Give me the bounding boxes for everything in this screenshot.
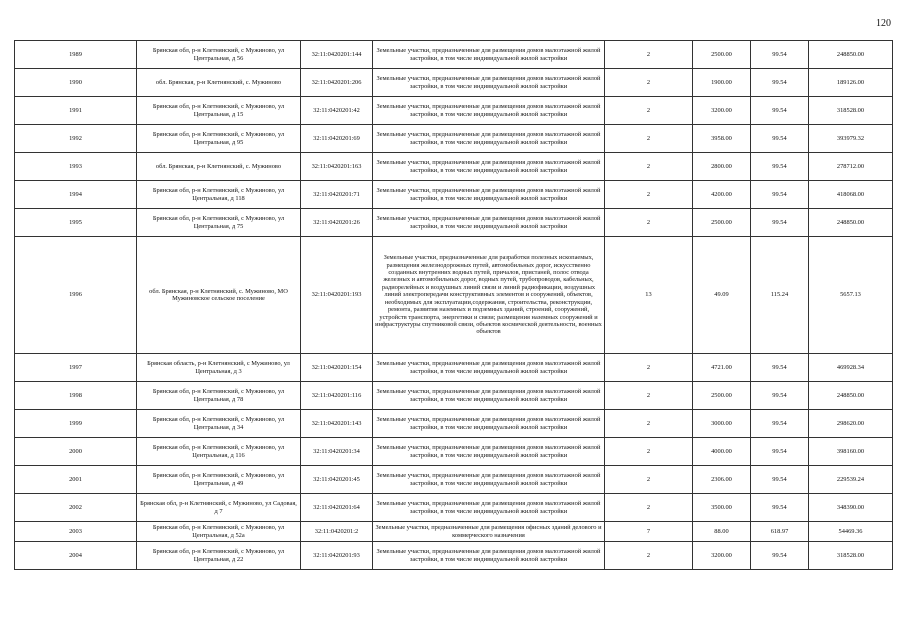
cadastral-value-cell: 318528.00 [809, 542, 893, 570]
table-row [15, 97, 893, 125]
cadastral-value-cell: 248850.00 [809, 209, 893, 237]
specific-value-cell: 99.54 [751, 410, 809, 438]
row-number: 2000 [15, 438, 137, 466]
group-cell: 2 [605, 125, 693, 153]
specific-value-cell: 99.54 [751, 181, 809, 209]
cadastral-number-cell: 32:11:0420201:163 [301, 153, 373, 181]
table-row [15, 209, 893, 237]
land-use-cell: Земельные участки, предназначенные для размещения домов малоэтажной жилой застройки, в том числе индивидуальной жилой застройки [373, 209, 605, 237]
group-cell: 2 [605, 69, 693, 97]
cadastral-value-cell: 418068.00 [809, 181, 893, 209]
cadastral-number-cell: 32:11:0420201:144 [301, 41, 373, 69]
table-row [15, 237, 893, 354]
land-use-cell: Земельные участки, предназначенные для размещения домов малоэтажной жилой застройки, в том числе индивидуальной жилой застройки [373, 438, 605, 466]
specific-value-cell: 99.54 [751, 153, 809, 181]
cadastral-number-cell: 32:11:0420201:2 [301, 522, 373, 542]
cadastral-number-cell: 32:11:0420201:45 [301, 466, 373, 494]
table-row [15, 542, 893, 570]
specific-value-cell: 99.54 [751, 494, 809, 522]
row-number: 2004 [15, 542, 137, 570]
area-cell: 4721.00 [693, 354, 751, 382]
table-row [15, 494, 893, 522]
group-cell: 13 [605, 237, 693, 354]
page-number: 120 [876, 18, 891, 29]
area-cell: 88.00 [693, 522, 751, 542]
cadastral-value-cell: 398160.00 [809, 438, 893, 466]
cadastral-value-cell: 54469.36 [809, 522, 893, 542]
table-row [15, 466, 893, 494]
land-use-cell: Земельные участки, предназначенные для размещения домов малоэтажной жилой застройки, в том числе индивидуальной жилой застройки [373, 542, 605, 570]
cadastral-number-cell: 32:11:0420201:193 [301, 237, 373, 354]
table-row [15, 410, 893, 438]
cadastral-value-cell: 189126.00 [809, 69, 893, 97]
cadastral-number-cell: 32:11:0420201:206 [301, 69, 373, 97]
land-use-cell: Земельные участки, предназначенные для размещения офисных зданий делового и коммерческого назначения [373, 522, 605, 542]
table-row [15, 522, 893, 542]
row-number: 1996 [15, 237, 137, 354]
land-use-cell: Земельные участки, предназначенные для размещения домов малоэтажной жилой застройки, в том числе индивидуальной жилой застройки [373, 69, 605, 97]
specific-value-cell: 99.54 [751, 466, 809, 494]
cadastral-value-cell: 469928.34 [809, 354, 893, 382]
address-cell: Брянская обл, р-н Клетнянский, с Мужиново, ул Центральная, д 95 [137, 125, 301, 153]
specific-value-cell: 99.54 [751, 69, 809, 97]
cadastral-value-cell: 5657.13 [809, 237, 893, 354]
group-cell: 2 [605, 354, 693, 382]
group-cell: 2 [605, 41, 693, 69]
cadastral-number-cell: 32:11:0420201:154 [301, 354, 373, 382]
cadastral-value-cell: 393979.32 [809, 125, 893, 153]
land-use-cell: Земельные участки, предназначенные для размещения домов малоэтажной жилой застройки, в том числе индивидуальной жилой застройки [373, 410, 605, 438]
row-number: 1999 [15, 410, 137, 438]
group-cell: 2 [605, 494, 693, 522]
group-cell: 2 [605, 97, 693, 125]
area-cell: 2800.00 [693, 153, 751, 181]
address-cell: Брянская обл, р-н Клетнянский, с Мужиново, ул Центральная, д 49 [137, 466, 301, 494]
cadastral-value-cell: 278712.00 [809, 153, 893, 181]
specific-value-cell: 99.54 [751, 542, 809, 570]
area-cell: 3200.00 [693, 542, 751, 570]
row-number: 2002 [15, 494, 137, 522]
address-cell: Брянская обл, р-н Клетнянский, с Мужиново, ул Центральная, д 78 [137, 382, 301, 410]
group-cell: 2 [605, 153, 693, 181]
land-use-cell: Земельные участки, предназначенные для размещения домов малоэтажной жилой застройки, в том числе индивидуальной жилой застройки [373, 181, 605, 209]
address-cell: Брянская обл, р-н Клетнянский, с Мужиново, ул Центральная, д 118 [137, 181, 301, 209]
address-cell: обл. Брянская, р-н Клетнянский, с. Мужиново, МО Мужиновское сельское поселение [137, 237, 301, 354]
cadastral-value-cell: 229539.24 [809, 466, 893, 494]
area-cell: 49.09 [693, 237, 751, 354]
specific-value-cell: 99.54 [751, 438, 809, 466]
cadastral-number-cell: 32:11:0420201:42 [301, 97, 373, 125]
address-cell: Брянская обл, р-н Клетнянский, с Мужиново, ул Центральная, д 52а [137, 522, 301, 542]
cadastral-number-cell: 32:11:0420201:34 [301, 438, 373, 466]
land-use-cell: Земельные участки, предназначенные для размещения домов малоэтажной жилой застройки, в том числе индивидуальной жилой застройки [373, 125, 605, 153]
address-cell: Брянская обл, р-н Клетнянский, с Мужиново, ул Центральная, д 116 [137, 438, 301, 466]
table-row [15, 125, 893, 153]
row-number: 1990 [15, 69, 137, 97]
row-number: 1994 [15, 181, 137, 209]
cadastral-value-cell: 248850.00 [809, 41, 893, 69]
table-row [15, 41, 893, 69]
cadastral-number-cell: 32:11:0420201:143 [301, 410, 373, 438]
specific-value-cell: 99.54 [751, 382, 809, 410]
area-cell: 2306.00 [693, 466, 751, 494]
cadastral-value-cell: 348390.00 [809, 494, 893, 522]
specific-value-cell: 99.54 [751, 209, 809, 237]
table-row [15, 438, 893, 466]
specific-value-cell: 99.54 [751, 354, 809, 382]
cadastral-number-cell: 32:11:0420201:26 [301, 209, 373, 237]
cadastral-number-cell: 32:11:0420201:69 [301, 125, 373, 153]
address-cell: Брянская область, р-н Клетнянский, с Мужиново, ул Центральная, д 3 [137, 354, 301, 382]
group-cell: 2 [605, 181, 693, 209]
area-cell: 3500.00 [693, 494, 751, 522]
table-row [15, 153, 893, 181]
address-cell: Брянская обл, р-н Клетнянский, с Мужиново, ул Центральная, д 22 [137, 542, 301, 570]
specific-value-cell: 618.97 [751, 522, 809, 542]
cadastral-value-table [14, 40, 893, 570]
area-cell: 1900.00 [693, 69, 751, 97]
area-cell: 4200.00 [693, 181, 751, 209]
area-cell: 4000.00 [693, 438, 751, 466]
area-cell: 2500.00 [693, 41, 751, 69]
area-cell: 3958.00 [693, 125, 751, 153]
land-use-cell: Земельные участки, предназначенные для размещения домов малоэтажной жилой застройки, в том числе индивидуальной жилой застройки [373, 354, 605, 382]
specific-value-cell: 115.24 [751, 237, 809, 354]
address-cell: Брянская обл, р-н Клетнянский, с Мужиново, ул Центральная, д 15 [137, 97, 301, 125]
table-row [15, 181, 893, 209]
row-number: 1993 [15, 153, 137, 181]
specific-value-cell: 99.54 [751, 41, 809, 69]
area-cell: 3200.00 [693, 97, 751, 125]
cadastral-number-cell: 32:11:0420201:71 [301, 181, 373, 209]
cadastral-number-cell: 32:11:0420201:116 [301, 382, 373, 410]
group-cell: 2 [605, 466, 693, 494]
group-cell: 7 [605, 522, 693, 542]
cadastral-number-cell: 32:11:0420201:64 [301, 494, 373, 522]
table-row [15, 69, 893, 97]
cadastral-value-cell: 318528.00 [809, 97, 893, 125]
address-cell: Брянская обл, р-н Клетнянский, с Мужиново, ул Центральная, д 75 [137, 209, 301, 237]
group-cell: 2 [605, 209, 693, 237]
cadastral-value-cell: 298620.00 [809, 410, 893, 438]
land-use-cell: Земельные участки, предназначенные для размещения домов малоэтажной жилой застройки, в том числе индивидуальной жилой застройки [373, 382, 605, 410]
land-use-cell: Земельные участки, предназначенные для размещения домов малоэтажной жилой застройки, в том числе индивидуальной жилой застройки [373, 41, 605, 69]
group-cell: 2 [605, 410, 693, 438]
address-cell: Брянская обл, р-н Клетнянский, с Мужиново, ул Центральная, д 56 [137, 41, 301, 69]
address-cell: обл. Брянская, р-н Клетнянский, с. Мужиново [137, 153, 301, 181]
address-cell: обл. Брянская, р-н Клетнянский, с. Мужиново [137, 69, 301, 97]
area-cell: 3000.00 [693, 410, 751, 438]
address-cell: Брянская обл, р-н Клетнянский, с Мужиново, ул Центральная, д 34 [137, 410, 301, 438]
row-number: 2003 [15, 522, 137, 542]
table-row [15, 382, 893, 410]
group-cell: 2 [605, 438, 693, 466]
land-use-cell: Земельные участки, предназначенные для разработки полезных ископаемых, размещения железнодорожных путей, автомобильных дорог, искусственно созданных внутренних водных путей, причалов, пристаней, полос отвода железных и автомобильных дорог, водных путей, трубопроводов, кабельных, радиорелейных и воздушных линий связи и линий радиофикации, воздушных линий электропередачи конструктивных элементов и сооружений, объектов, необходимых для эксплуатации,содержания, строительства, реконструкции, ремонта, развития наземных и подземных зданий, строений, сооружений, устройств транспорта, энергетики и связи; размещения наземных сооружений и инфраструктуры спутниковой связи, объектов космической деятельности, военных объектов [373, 237, 605, 354]
land-use-cell: Земельные участки, предназначенные для размещения домов малоэтажной жилой застройки, в том числе индивидуальной жилой застройки [373, 466, 605, 494]
group-cell: 2 [605, 382, 693, 410]
group-cell: 2 [605, 542, 693, 570]
row-number: 1992 [15, 125, 137, 153]
land-use-cell: Земельные участки, предназначенные для размещения домов малоэтажной жилой застройки, в том числе индивидуальной жилой застройки [373, 153, 605, 181]
cadastral-value-cell: 248850.00 [809, 382, 893, 410]
row-number: 1998 [15, 382, 137, 410]
row-number: 2001 [15, 466, 137, 494]
address-cell: Брянская обл, р-н Клетнянский, с Мужиново, ул Садовая, д 7 [137, 494, 301, 522]
table-row [15, 354, 893, 382]
row-number: 1995 [15, 209, 137, 237]
land-use-cell: Земельные участки, предназначенные для размещения домов малоэтажной жилой застройки, в том числе индивидуальной жилой застройки [373, 97, 605, 125]
specific-value-cell: 99.54 [751, 125, 809, 153]
specific-value-cell: 99.54 [751, 97, 809, 125]
row-number: 1989 [15, 41, 137, 69]
area-cell: 2500.00 [693, 209, 751, 237]
area-cell: 2500.00 [693, 382, 751, 410]
row-number: 1991 [15, 97, 137, 125]
land-use-cell: Земельные участки, предназначенные для размещения домов малоэтажной жилой застройки, в том числе индивидуальной жилой застройки [373, 494, 605, 522]
row-number: 1997 [15, 354, 137, 382]
cadastral-number-cell: 32:11:0420201:93 [301, 542, 373, 570]
